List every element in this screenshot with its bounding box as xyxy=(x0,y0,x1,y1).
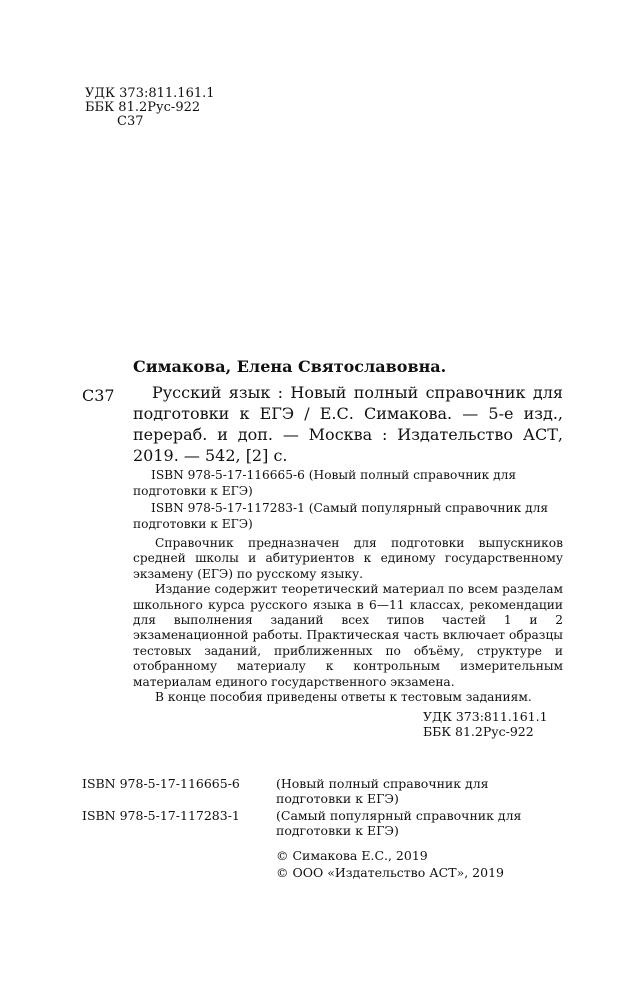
top-udk-code: УДК 373:811.161.1 xyxy=(85,86,215,101)
title-paragraph: Русский язык : Новый полный справочник для подготовки к ЕГЭ / Е.С. Симакова. — 5-е изд., перераб. и доп. — Москва : Издательство АСТ, 2019. — 542, [2] с. xyxy=(133,383,563,465)
record-classification-codes xyxy=(423,710,548,739)
abstract xyxy=(133,536,563,705)
record-udk-code: УДК 373:811.161.1 xyxy=(423,709,548,724)
bottom-isbn-1: ISBN 978-5-17-116665-6 xyxy=(82,776,240,791)
top-author-mark: С37 xyxy=(117,114,144,129)
copyright-publisher: © ООО «Издательство АСТ», 2019 xyxy=(276,865,504,880)
abstract-paragraph-1: Справочник предназначен для подготовки выпускников средней школы и абитуриентов к единому государственному экзамену (ЕГЭ) по русскому языку. xyxy=(133,536,563,581)
bottom-isbn-2: ISBN 978-5-17-117283-1 xyxy=(82,808,240,823)
abstract-paragraph-2: Издание содержит теоретический материал по всем разделам школьного курса русского языка в 6—11 классах, рекомендации для выполнения заданий всех типов частей 1 и 2 экзаменационной работы. Практическая часть включает образцы тестовых заданий, приближенных по объёму, структуре и отобранному материалу к контрольным измерительным материалам единого государственного экзамена. xyxy=(133,582,563,689)
record-isbn-line-2: ISBN 978-5-17-117283-1 (Самый популярный справочник для подготовки к ЕГЭ) xyxy=(133,501,549,531)
author-heading: Симакова, Елена Святославовна. xyxy=(133,357,447,376)
top-classification-codes xyxy=(85,87,215,129)
top-bbk-code: ББК 81.2Рус-922 xyxy=(85,100,201,115)
bibliographic-description xyxy=(133,382,563,466)
copyright-author: © Симакова Е.С., 2019 xyxy=(276,848,428,863)
bottom-isbn-1-note: (Новый полный справочник для подготовки к ЕГЭ) xyxy=(276,776,489,806)
bottom-isbn-2-note: (Самый популярный справочник для подготовки к ЕГЭ) xyxy=(276,808,522,838)
record-isbn-list xyxy=(133,468,563,534)
author-mark-label: С37 xyxy=(82,386,115,405)
record-isbn-line-1: ISBN 978-5-17-116665-6 (Новый полный справочник для подготовки к ЕГЭ) xyxy=(133,468,517,498)
record-bbk-code: ББК 81.2Рус-922 xyxy=(423,723,534,739)
abstract-paragraph-3: В конце пособия приведены ответы к тестовым заданиям. xyxy=(155,690,532,705)
